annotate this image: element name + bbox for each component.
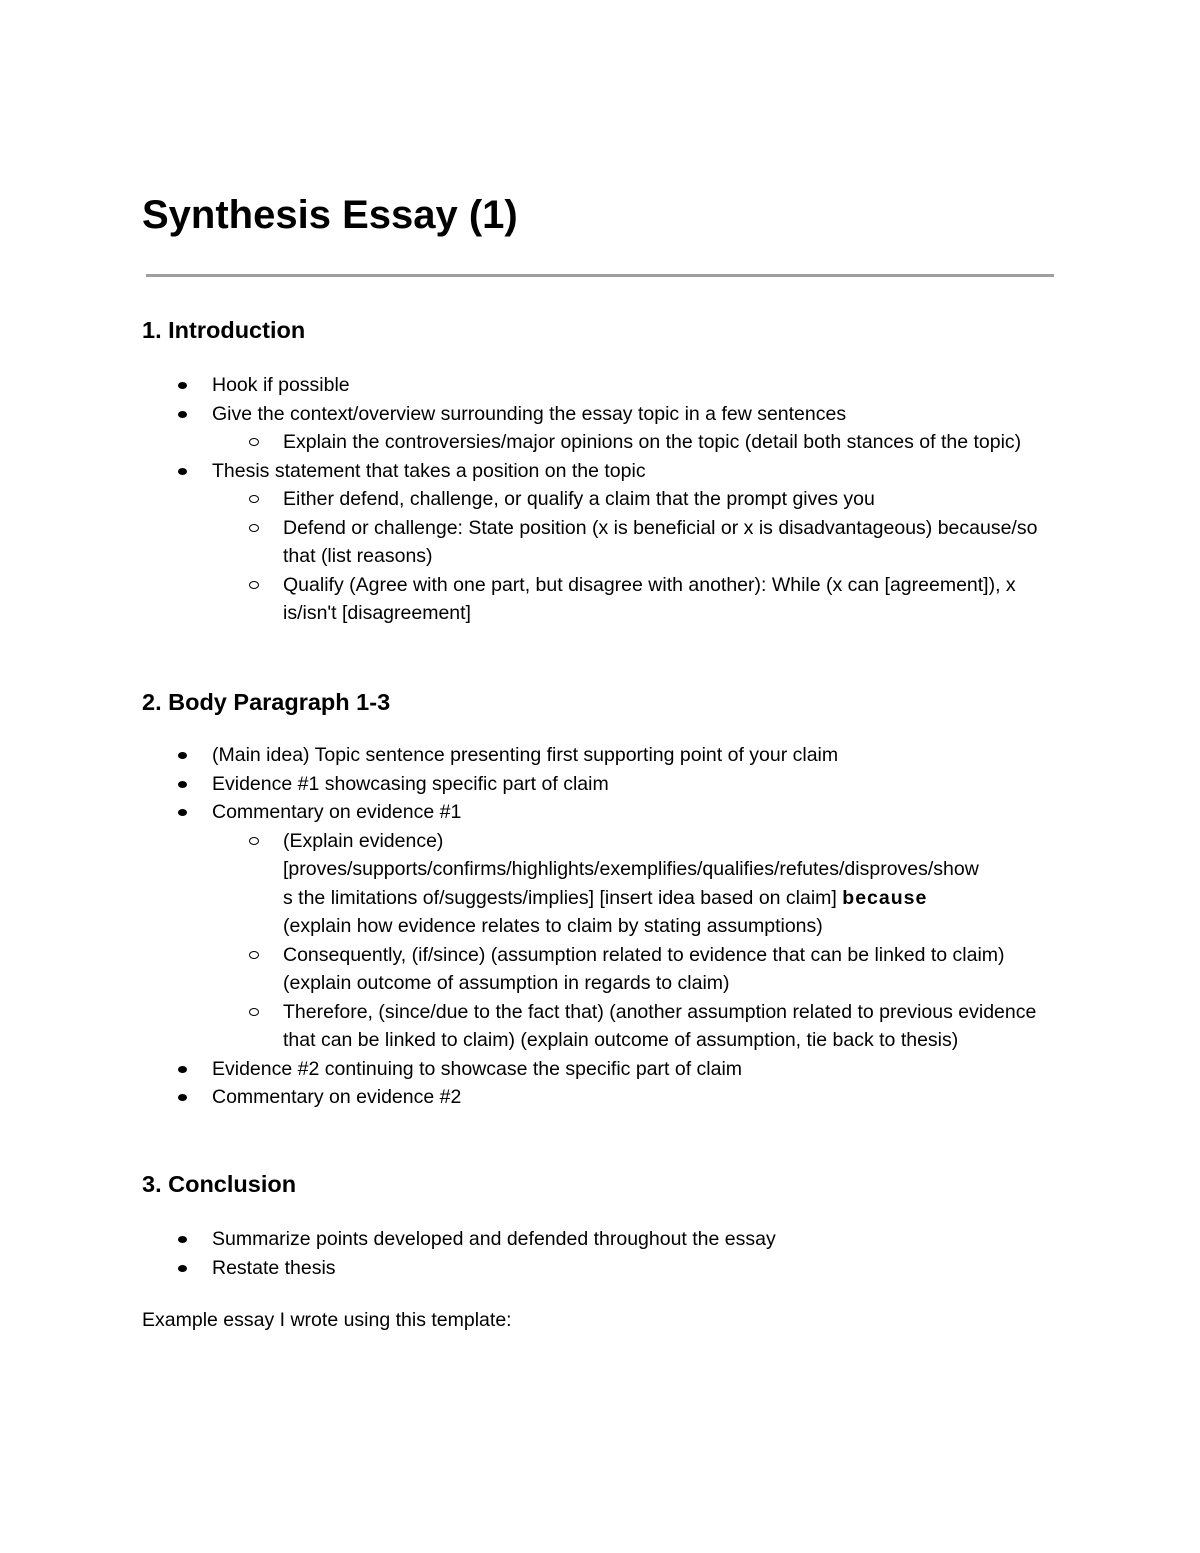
sub-list-item: Qualify (Agree with one part, but disagree with another): While (x can [agreement]), x is/isn't [disagreement] xyxy=(0,571,1058,628)
bullet-disc-icon xyxy=(178,468,187,475)
explain-evidence-lead: (Explain evidence) xyxy=(283,829,444,852)
example-essay-note: Example essay I wrote using this template: xyxy=(142,1309,512,1331)
bullet-disc-icon xyxy=(178,1265,187,1272)
list-item: Restate thesis xyxy=(0,1254,1062,1283)
explain-evidence-tail: (explain how evidence relates to claim by stating assumptions) xyxy=(283,915,823,937)
list-item: Commentary on evidence #1 xyxy=(0,798,1062,827)
sub-list-item: Therefore, (since/due to the fact that) (another assumption related to previous evidence that can be linked to claim) (explain outcome of assumption, tie back to thesis) xyxy=(0,998,1058,1055)
list-item: Summarize points developed and defended throughout the essay xyxy=(0,1225,1062,1254)
bullet-circle-icon xyxy=(249,951,259,959)
explain-evidence-verbs-cont: s the limitations of/suggests/implies] [insert idea based on claim] xyxy=(283,886,837,909)
bullet-disc-icon xyxy=(178,1236,187,1243)
explain-evidence-verbs: [proves/supports/confirms/highlights/exemplifies/qualifies/refutes/disproves/show xyxy=(283,858,979,880)
list-item: Evidence #2 continuing to showcase the specific part of claim xyxy=(0,1055,1062,1084)
conclusion-list xyxy=(0,1225,1200,1282)
bullet-circle-icon xyxy=(249,837,259,845)
bullet-disc-icon xyxy=(178,382,187,389)
list-item: Thesis statement that takes a position on the topic xyxy=(0,457,1062,486)
section-heading-introduction: 1. Introduction xyxy=(142,317,306,343)
sub-list-item: Consequently, (if/since) (assumption related to evidence that can be linked to claim) (explain outcome of assumption in regards to claim) xyxy=(0,941,1058,998)
document-title: Synthesis Essay (1) xyxy=(142,193,518,237)
bullet-disc-icon xyxy=(178,752,187,759)
bullet-circle-icon xyxy=(249,438,259,446)
sub-list-item: Explain the controversies/major opinions on the topic (detail both stances of the topic) xyxy=(0,428,1058,457)
section-heading-body-paragraph: 2. Body Paragraph 1-3 xyxy=(142,689,391,715)
sub-list-item xyxy=(0,827,1058,941)
list-item: Give the context/overview surrounding the essay topic in a few sentences xyxy=(0,400,1062,429)
title-divider xyxy=(146,274,1054,277)
sub-list-item: Defend or challenge: State position (x is beneficial or x is disadvantageous) because/so that (list reasons) xyxy=(0,514,1058,571)
bullet-disc-icon xyxy=(178,809,187,816)
section-heading-conclusion: 3. Conclusion xyxy=(142,1171,297,1197)
bullet-disc-icon xyxy=(178,1066,187,1073)
bullet-circle-icon xyxy=(249,581,259,589)
introduction-list xyxy=(0,371,1200,628)
bullet-circle-icon xyxy=(249,495,259,503)
bullet-circle-icon xyxy=(249,1008,259,1016)
bullet-circle-icon xyxy=(249,524,259,532)
bullet-disc-icon xyxy=(178,1094,187,1101)
body-paragraph-list xyxy=(0,741,1200,1112)
bullet-disc-icon xyxy=(178,411,187,418)
list-item: Commentary on evidence #2 xyxy=(0,1083,1062,1112)
list-item: (Main idea) Topic sentence presenting first supporting point of your claim xyxy=(0,741,1062,770)
list-item: Hook if possible xyxy=(0,371,1062,400)
because-keyword: because xyxy=(842,886,928,909)
sub-list-item: Either defend, challenge, or qualify a claim that the prompt gives you xyxy=(0,485,1058,514)
bullet-disc-icon xyxy=(178,781,187,788)
list-item: Evidence #1 showcasing specific part of claim xyxy=(0,770,1062,799)
